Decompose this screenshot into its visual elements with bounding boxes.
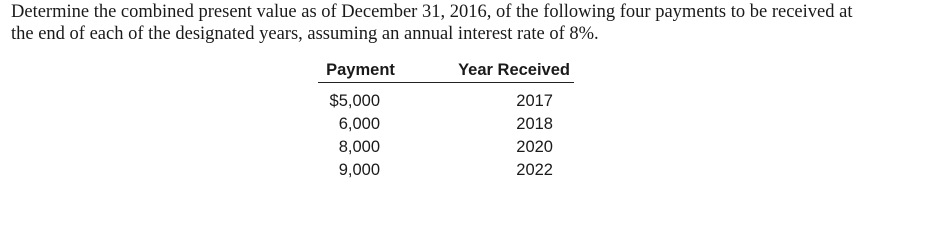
year-cell: 2020 bbox=[516, 138, 553, 156]
year-cell: 2017 bbox=[516, 92, 553, 110]
payments-table bbox=[318, 58, 574, 182]
question-line-1: Determine the combined present value as of December 31, 2016, of the following four payments to be received at bbox=[11, 2, 853, 22]
header-year-received: Year Received bbox=[458, 60, 570, 79]
table-row bbox=[318, 113, 574, 136]
table-row bbox=[318, 90, 574, 113]
table-row bbox=[318, 136, 574, 159]
payment-cell: 9,000 bbox=[338, 161, 380, 179]
payment-cell: 6,000 bbox=[338, 115, 380, 133]
table-body bbox=[318, 83, 574, 182]
header-payment: Payment bbox=[326, 60, 395, 79]
table-header bbox=[318, 58, 574, 83]
question-text bbox=[11, 1, 926, 45]
table-row bbox=[318, 159, 574, 182]
year-cell: 2018 bbox=[516, 115, 553, 133]
question-line-2: the end of each of the designated years, assuming an annual interest rate of 8%. bbox=[11, 24, 599, 44]
payment-cell: $5,000 bbox=[329, 92, 380, 110]
year-cell: 2022 bbox=[516, 161, 553, 179]
payment-cell: 8,000 bbox=[338, 138, 380, 156]
